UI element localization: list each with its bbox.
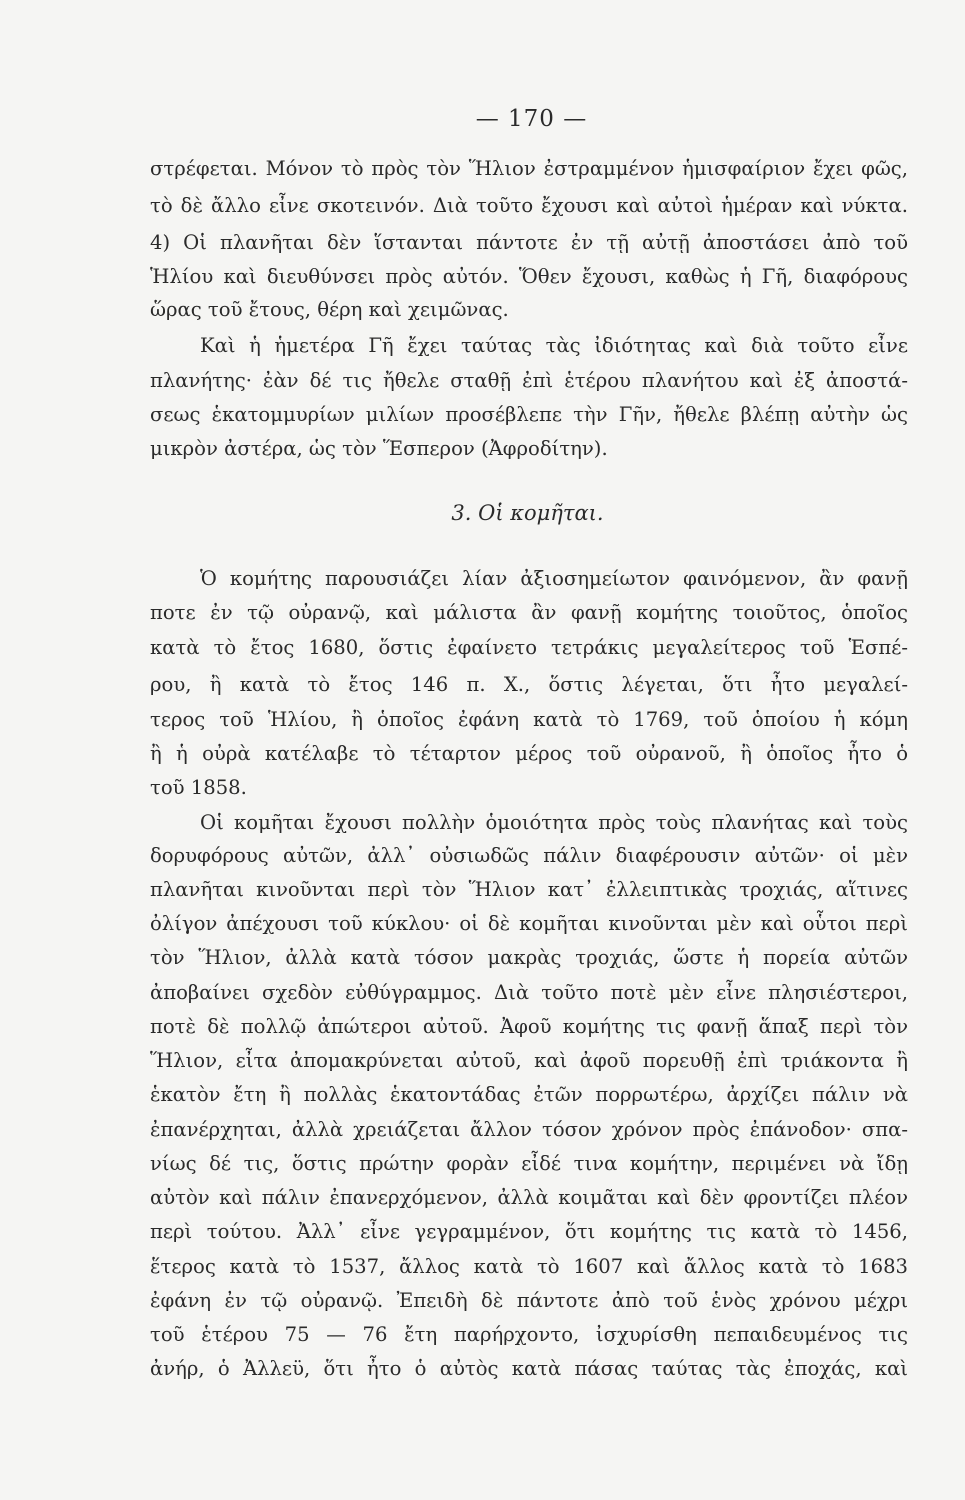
- text-line: τοῦ 1858.: [150, 776, 247, 799]
- text-line: ὥρας τοῦ ἔτους, θέρη καὶ χειμῶνας.: [150, 298, 509, 321]
- text-line: δορυφόρους αὐτῶν, ἀλλ᾽ οὐσιωδῶς πάλιν διαφέρουσιν αὐτῶν· οἱ μὲν: [150, 844, 908, 867]
- text-line: ἀποβαίνει σχεδὸν εὐθύγραμμος. Διὰ τοῦτο ποτὲ μὲν εἶνε πλησιέστεροι,: [150, 981, 908, 1004]
- text-line: ἕτερος κατὰ τὸ 1537, ἄλλος κατὰ τὸ 1607 καὶ ἄλλος κατὰ τὸ 1683: [150, 1255, 908, 1278]
- text-line: τερος τοῦ Ἡλίου, ἢ ὁποῖος ἐφάνη κατὰ τὸ 1769, τοῦ ὁποίου ἡ κόμη: [150, 708, 908, 731]
- text-line: Οἱ κομῆται ἔχουσι πολλὴν ὁμοιότητα πρὸς τοὺς πλανήτας καὶ τοὺς: [200, 811, 908, 834]
- text-line: νίως δέ τις, ὅστις πρώτην φορὰν εἶδέ τινα κομήτην, περιμένει νὰ ἴδῃ: [150, 1152, 908, 1175]
- text-line: ἢ ἡ οὐρὰ κατέλαβε τὸ τέταρτον μέρος τοῦ οὐρανοῦ, ἢ ὁποῖος ἦτο ὁ: [150, 742, 908, 765]
- text-line: πλανήτης· ἐὰν δέ τις ἤθελε σταθῇ ἐπὶ ἑτέρου πλανήτου καὶ ἐξ ἀποστά-: [150, 369, 908, 392]
- text-line: ἑκατὸν ἔτη ἢ πολλὰς ἑκατοντάδας ἐτῶν πορρωτέρω, ἀρχίζει πάλιν νὰ: [150, 1083, 908, 1106]
- text-line: ποτε ἐν τῷ οὐρανῷ, καὶ μάλιστα ἂν φανῇ κομήτης τοιοῦτος, ὁποῖος: [150, 601, 908, 624]
- text-line: Ἥλιον, εἶτα ἀπομακρύνεται αὐτοῦ, καὶ ἀφοῦ πορευθῇ ἐπὶ τριάκοντα ἢ: [150, 1049, 908, 1072]
- text-line: μικρὸν ἀστέρα, ὡς τὸν Ἕσπερον (Ἀφροδίτην).: [150, 437, 608, 460]
- page-number: — 170 —: [475, 106, 588, 132]
- text-line: τὸν Ἥλιον, ἀλλὰ κατὰ τόσον μακρὰς τροχιάς, ὥστε ἡ πορεία αὐτῶν: [150, 946, 908, 969]
- text-line: ἐπανέρχηται, ἀλλὰ χρειάζεται ἄλλον τόσον χρόνον πρὸς ἐπάνοδον· σπα-: [150, 1118, 908, 1141]
- text-line: σεως ἑκατομμυρίων μιλίων προσέβλεπε τὴν Γῆν, ἤθελε βλέπῃ αὐτὴν ὡς: [150, 403, 908, 426]
- text-line: ποτὲ δὲ πολλῷ ἀπώτεροι αὐτοῦ. Ἀφοῦ κομήτης τις φανῇ ἅπαξ περὶ τὸν: [150, 1015, 908, 1038]
- text-line: στρέφεται. Μόνον τὸ πρὸς τὸν Ἥλιον ἐστραμμένον ἡμισφαίριον ἔχει φῶς,: [150, 157, 908, 180]
- text-line: Καὶ ἡ ἡμετέρα Γῆ ἔχει ταύτας τὰς ἰδιότητας καὶ διὰ τοῦτο εἶνε: [200, 334, 908, 357]
- text-line: ρου, ἢ κατὰ τὸ ἔτος 146 π. Χ., ὅστις λέγεται, ὅτι ἦτο μεγαλεί-: [150, 673, 908, 696]
- text-line: Ὁ κομήτης παρουσιάζει λίαν ἀξιοσημείωτον φαινόμενον, ἂν φανῇ: [200, 567, 908, 590]
- text-line: αὐτὸν καὶ πάλιν ἐπανερχόμενον, ἀλλὰ κοιμᾶται καὶ δὲν φροντίζει πλέον: [150, 1186, 908, 1209]
- text-line: 4) Οἱ πλανῆται δὲν ἵστανται πάντοτε ἐν τῇ αὐτῇ ἀποστάσει ἀπὸ τοῦ: [150, 231, 908, 254]
- text-line: κατὰ τὸ ἔτος 1680, ὅστις ἐφαίνετο τετράκις μεγαλείτερος τοῦ Ἑσπέ-: [150, 636, 908, 659]
- text-line: πλανῆται κινοῦνται περὶ τὸν Ἥλιον κατ᾽ ἐλλειπτικὰς τροχιάς, αἵτινες: [150, 878, 908, 901]
- text-line: τὸ δὲ ἄλλο εἶνε σκοτεινόν. Διὰ τοῦτο ἔχουσι καὶ αὐτοὶ ἡμέραν καὶ νύκτα.: [150, 194, 908, 217]
- text-line: ὀλίγον ἀπέχουσι τοῦ κύκλου· οἱ δὲ κομῆται κινοῦνται μὲν καὶ οὗτοι περὶ: [150, 912, 908, 935]
- text-line: ἐφάνη ἐν τῷ οὐρανῷ. Ἐπειδὴ δὲ πάντοτε ἀπὸ τοῦ ἑνὸς χρόνου μέχρι: [150, 1289, 908, 1312]
- text-line: ἀνήρ, ὁ Ἀλλεϋ, ὅτι ἦτο ὁ αὐτὸς κατὰ πάσας ταύτας τὰς ἐποχάς, καὶ: [150, 1357, 908, 1380]
- text-line: Ἡλίου καὶ διευθύνσει πρὸς αὐτόν. Ὅθεν ἔχουσι, καθὼς ἡ Γῆ, διαφόρους: [150, 265, 908, 288]
- text-line: περὶ τούτου. Ἀλλ᾽ εἶνε γεγραμμένον, ὅτι κομήτης τις κατὰ τὸ 1456,: [150, 1220, 908, 1243]
- text-line: τοῦ ἑτέρου 75 — 76 ἔτη παρήρχοντο, ἰσχυρίσθη πεπαιδευμένος τις: [150, 1323, 908, 1346]
- section-heading: 3. Οἱ κομῆται.: [451, 501, 604, 525]
